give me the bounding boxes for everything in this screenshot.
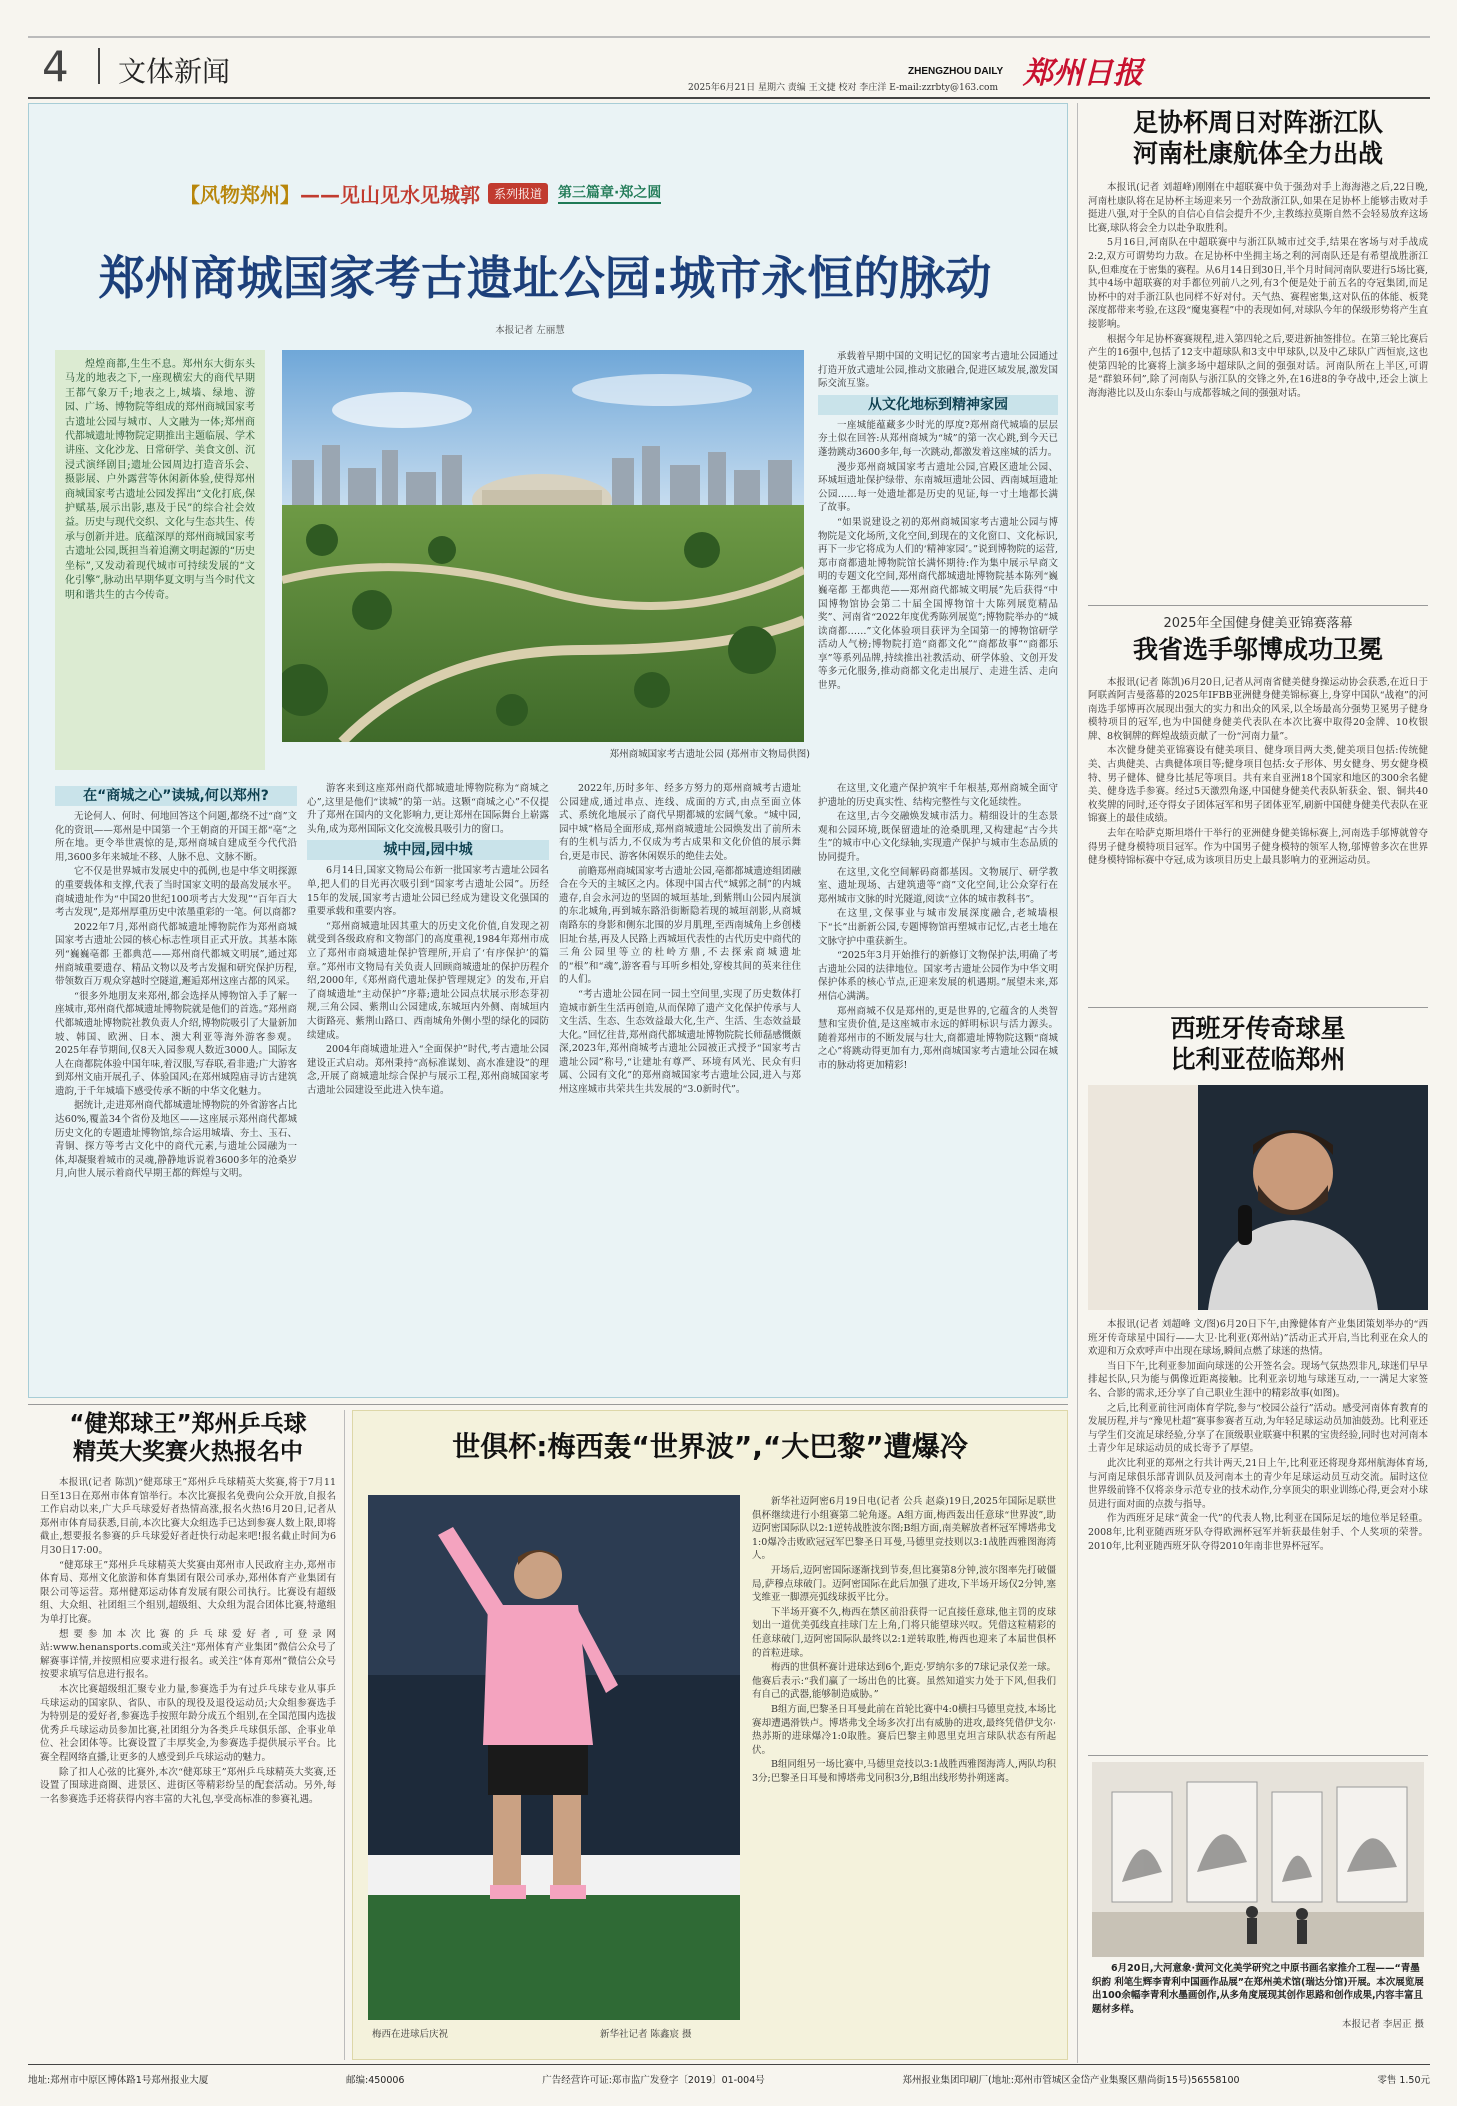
series-banner — [180, 176, 840, 210]
banner-column-name: 【风物郑州】 — [180, 182, 300, 207]
footer-printer: 郑州报业集团印刷厂(地址:郑州市管城区金岱产业集聚区鼎尚街15号)56558100 — [902, 2075, 1240, 2086]
section-1-paragraph: “很多外地朋友来郑州,都会选择从博物馆入手了解一座城市,郑州商代都城遗址博物院就是他们的首选。”郑州商代都城遗址博物院社教负责人介绍,博物院吸引了大量新加坡、韩国、欧洲、日本、澳大利亚等海外游客参观。2025年春节期间,仅8天入园参观人数近3000人。国际友人在商都院体验中国年味,着汉服,写春联,看非遗;广大游客到郑州文庙开展孔子、体验国风;在郑州城隍庙寻访古建筑遗韵,于千年城墙下感受传承不断的中华文化魅力。 — [55, 990, 297, 1097]
villa-paragraph: 此次比利亚的郑州之行共计两天,21日上午,比利亚还将现身郑州航海体育场,与河南足球俱乐部青训队员及河南本土的青少年足球运动员互动交流。届时这位世界级前锋不仅将亲身示范专业的技术动作,分享顶尖的职业训练心得,更会对小球员进行面对面的点拨与指导。 — [1088, 1457, 1428, 1510]
villa-paragraph: 作为西班牙足球“黄金一代”的代表人物,比利亚在国际足坛的地位举足轻重。2008年,比利亚随西班牙队夺得欧洲杯冠军并斩获最佳射手、个人奖项的荣誉。2010年,比利亚随西班牙队夺得2010年南非世界杯冠军。 — [1088, 1513, 1428, 1552]
section-2-paragraph: “郑州商城遗址因其重大的历史文化价值,自发现之初就受到各级政府和文物部门的高度重视,1984年郑州市成立了郑州市商城遗址保护管理所,开启了‘有序保护’的篇章。”郑州市文物局有关负责人回顾商城遗址的保护历程介绍,2000年,《郑州商代遗址保护管理规定》的发布,开启了商城遗址“主动保护”序幕;遗址公园点状展示形态芽初规,三角公园、紫荆山公园建成,东城垣内外侧、南城垣内大街路亮、紫荆山路口、西南城角外侧小型的绿化的园防续建成。 — [307, 920, 549, 1041]
lead-photo — [282, 350, 804, 742]
park-aerial-image — [282, 350, 804, 742]
section-2-paragraph: 6月14日,国家文物局公布新一批国家考古遗址公园名单,把人们的目光再次吸引到“国家考古遗址公园”。历经15年的发展,国家考古遗址公园已经成为建设文化强国的重要承载和重要内容。 — [307, 865, 549, 918]
pingpong-article — [40, 1410, 336, 2060]
lead-byline: 本报记者 左丽慧 — [495, 325, 565, 336]
football-headline-1: 足协杯周日对阵浙江队 — [1132, 108, 1383, 137]
section-3-paragraph: 漫步郑州商城国家考古遗址公园,宫殿区遗址公园、环城垣遗址保护绿带、东南城垣遗址公园、西南城垣遗址公园……每一处遗址都是历史的见证,每一寸土地都长满了故事。 — [818, 461, 1058, 514]
messi-paragraph: B组方面,巴黎圣日耳曼此前在首轮比赛中4:0横扫马德里竞技,本场比赛却遭遇滑铁卢。博塔弗戈全场多次打出有威胁的进攻,最终凭借伊戈尔·热苏斯的进球爆冷1:0取胜。赛后巴黎主帅恩里克坦言球队状态有所起伏。 — [752, 1703, 1056, 1756]
section-3-paragraph: “2025年3月开始推行的新修订文物保护法,明确了考古遗址公园的法律地位。国家考古遗址公园作为中华文明保护体系的核心节点,正迎来发展的机遇期。”展望未来,郑州信心满满。 — [818, 950, 1058, 1002]
section-3-paragraph: 在这里,文化遗产保护筑牢千年根基,郑州商城全面守护遗址的历史真实性、结构完整性与文化延续性。 — [818, 783, 1058, 808]
bodybuilding-paragraph: 本次健身健美亚锦赛设有健美项目、健身项目两大类,健美项目包括:传统健美、古典健美、古典健体项目等;健身项目包括:女子形体、男女健身、男女健身模特、男子健体、健身比基尼等项目。共有来自亚洲18个国家和地区的300余名健美、健身选手参赛。经过5天激烈角逐,中国健身健美代表队斩获金、银、铜共40枚奖牌的同时,还夺得女子团体冠军和男子团体亚军,刷新中国健身健美代表队在亚锦赛上的最佳成绩。 — [1088, 745, 1428, 825]
bodybuilding-kicker: 2025年全国健身健美亚锦赛落幕 — [1163, 616, 1353, 631]
football-paragraph: 根据今年足协杯赛赛规程,进入第四轮之后,要进新抽签排位。在第三轮比赛后产生的16强中,包括了12支中超球队和3支中甲球队,以及中乙球队广西恒宸,这也使第四轮的比赛将上演多场中超球队之间的强强对话。河南队所在上半区,可谓是“群狼环伺”,除了河南队与浙江队的交锋之外,在16进8的争夺战中,还会上演上海海港比以及山东泰山与成都蓉城之间的强强对话。 — [1088, 333, 1428, 399]
footer-price: 零售 1.50元 — [1377, 2075, 1430, 2086]
art-caption — [1092, 1962, 1424, 2058]
pingpong-paragraph: 本次比赛超级组汇聚专业力量,参赛选手为有过乒乓球专业从事乒乓球运动的国家队、省队、市队的现役及退役运动员;大众组参赛选手为特别是的爱好者,参赛选手按照年龄分成五个组别,在全国范围内选拔优秀乒乓球运动员参加比赛,社团组分为各类乒乓球俱乐部、企事业单位、社会团体等。比赛设置了丰厚奖金,为参赛选手提供展示平台。比赛全程网络直播,让更多的人感受到乒乓球运动的魅力。 — [40, 1684, 336, 1763]
section-2-paragraph: 2004年商城遗址进入“全面保护”时代,考古遗址公园建设正式启动。郑州秉持“高标准谋划、高水准建设”的理念,开展了商城遗址综合保护与展示工程,郑州商城国家考古遗址公园建设至此进入快车道。 — [307, 1044, 549, 1096]
villa-portrait-image — [1088, 1085, 1428, 1310]
section-1-paragraph: 游客来到这座郑州商代都城遗址博物院称为“商城之心”,这里是他们“读城”的第一站。这颗“商城之心”不仅提升了郑州在国内的文化影响力,更让郑州在国际舞台上崭露头角,成为郑州国际文化交流极具吸引力的窗口。 — [307, 783, 549, 835]
footer — [28, 2068, 1430, 2090]
bodybuilding-headline: 我省选手邬博成功卫冕 — [1132, 635, 1383, 664]
footer-ad-license: 广告经营许可证:郑市监广发登字〔2019〕01-004号 — [542, 2075, 765, 2086]
messi-headline: 世俱杯:梅西轰“世界波”,“大巴黎”遭爆冷 — [452, 1430, 968, 1463]
messi-paragraph: B组同组另一场比赛中,马德里竞技以3:1战胜西雅图海湾人,两队均积3分;巴黎圣日耳曼和博塔弗戈同积3分,B组出线形势扑朔迷离。 — [752, 1759, 1056, 1784]
section-3-paragraph: 在这里,文化空间解码商都基因。文物展厅、研学教室、遗址现场、古建筑遗等“商”文化空间,让公众穿行在郑州城市文脉的时光隧道,阅读“立体的城市教科书”。 — [818, 866, 1058, 905]
art-caption-text: 6月20日,大河意象·黄河文化美学研究之中原书画名家推介工程——“青墨织韵 利笔生辉李青利中国画作品展”在郑州美术馆(瑞达分馆)开展。本次展览展出100余幅李青利水墨画创作,从多角度展现其创作思路和创作成果,内容丰富且题材多样。 — [1092, 1963, 1424, 2015]
lead-photo-caption: 郑州商城国家考古遗址公园 (郑州市文物局供图) — [609, 749, 810, 760]
section-1-paragraph: 无论何人、何时、何地回答这个问题,都绕不过“商”文化的资讯——郑州是中国第一个王朝商的开国王都“亳”之所在地。更令举世震惊的是,郑州商城自建成至今代代沿用,3600多年来城址不移、人脉不息、文脉不断。 — [55, 811, 297, 863]
football-paragraph: 5月16日,河南队在中超联赛中与浙江队城市过交手,结果在客场与对手战成2:2,双方可谓势均力敌。在足协杯中坐拥主场之利的河南队还是有希望战胜浙江队,但难度在于密集的赛程。从6月14日到30日,半个月时间河南队要进行5场比赛,其中4场中超联赛的对手都位列前八之列,有3个便是处于前五名的夺冠集团,而足协杯中的对手浙江队也同样不好对付。天气热、赛程密集,这对队伍的体能、板凳深度都带来考验,在这段“魔鬼赛程”中的表现如何,对球队今年的保级形势将产生直接影响。 — [1088, 237, 1428, 330]
lead-col-1 — [55, 782, 297, 1392]
villa-article — [1088, 1014, 1428, 1754]
messi-paragraph: 梅西的世俱杯赛计进球达到6个,距克·罗纳尔多的7球记录仅差一球。他赛后表示:“我们赢了一场出色的比赛。虽然知道实力处于下风,但我们有自己的武器,能够制造威胁。” — [752, 1662, 1056, 1701]
lead-col-2 — [307, 782, 549, 1392]
villa-photo — [1088, 1085, 1428, 1310]
lead-intro — [55, 350, 265, 770]
section-2-heading: 城中园,园中城 — [307, 840, 549, 860]
section-2-paragraph: 2022年,历时多年、经多方努力的郑州商城考古遗址公园建成,通过串点、连线、成面的方式,由点至面立体式、系统化地展示了商代早期都城的宏阔气象。“城中园,园中城”格局全面形成,郑州商城遗址公园焕发出了前所未有的生机与活力,不仅成为考古成果和文化价值的展示舞台,更是市民、游客休闲娱乐的绝佳去处。 — [559, 783, 801, 862]
pingpong-paragraph: 本报讯(记者 陈凯)“健郑球王”郑州乒乓球精英大奖赛,将于7月11日至13日在郑州市体育馆举行。本次比赛报名免费向公众开放,自报名工作启动以来,广大乒乓球爱好者热情高涨,报名火热!6月20日,记者从郑州市体育局获悉,目前,本次比赛大众组选手已达到参赛人数上限,即将截止,想要报名参赛的乒乓球爱好者赶快行动起来吧!报名截止时间为6月30日17:00。 — [40, 1477, 336, 1557]
exhibition-image — [1092, 1762, 1424, 1957]
section-2-paragraph: 前瞻郑州商城国家考古遗址公园,亳都都城遗迹组团融合在今天的主城区之内。体现中国古代“城郭之制”的内城遗存,自会永河边的坚固的城垣基址,到紫荆山公园内展演的东北城角,再到城东路沿街断隐若现的城垣剖影,从商城南路东的身影和侧东北围的岁月肌理,至西南城角上乡创楼旧址台基,再及人民路上西城垣代表性的古代历史中商代的三角公园里等立的杜岭方鼎,不去探索商城遗址的“根”和“魂”,游客看与耳听乡相处,穿梭其间的英来往住的人们。 — [559, 865, 801, 986]
section-2-paragraph: “考古遗址公园在同一园土空间里,实现了历史数体打造城市新生生活再创造,从而保障了遗产文化保护传承与人文生活、生态、生态效益最大化,生产、生活、生态效益最大化。”回忆往昔,郑州商代都城遗址博物院院长师磊感慨颇深,2023年,郑州商城考古遗址公园被正式授予“国家考古遗址公园”称号,“让建址有尊严、环境有风光、民众有归属、公园有文化”的郑州商城国家考古遗址公园,进入与郑州这座城市共荣共生共发展的“3.0新时代”。 — [559, 988, 801, 1096]
lead-section-2-tail: 承载着早期中国的文明记忆的国家考古遗址公园通过打造开放式遗址公园,推动文旅融合,促进区域发展,激发国际交流互鉴。 — [818, 351, 1058, 390]
footer-address: 地址:郑州市中原区博体路1号郑州报业大厦 — [28, 2075, 209, 2086]
football-article — [1088, 108, 1428, 638]
section-3-paragraph: “如果说建设之初的郑州商城国家考古遗址公园与博物院是文化场所,文化空间,到现在的文化窗口、文化标识,再下一步它将成为人们的‘精神家园’。”说到博物院的运营,郑市商都遗址博物院馆长满怀期待:作为集中展示早商文明的专题文化空间,郑州商代都城遗址博物院基本陈列“巍巍亳都 王都典范——郑州商代都城文明展”先后获得“中国博物馆协会第二十届全国博物馆十大陈列展览精品奖”、河南省“2022年度优秀陈列展览”;博物院举办的“城读商都……”文化体验项目获评为全国第一的博物馆研学活动人气榜;博物院打造“商都文化”“商都故事”“商都乐享”等系列品牌,持续推出社教活动、研学体验、文创开发等多元化服务,推动商都文化走出展厅、走进生活、走向世界。 — [818, 516, 1058, 692]
section-1-paragraph: 据统计,走进郑州商代都城遗址博物院的外省游客占比达60%,覆盖34个省份及地区——这座展示郑州商代都城历史文化的专题遗址博物馆,综合运用城墙、夯土、玉石、青铜、探方等考古文化中的商代元素,与遗址公园融为一体,却凝聚着城市的灵魂,静静地诉说着3600多年的沧桑岁月,向世人展示着商代早期王都的辉煌与文明。 — [55, 1100, 297, 1180]
footer-postcode: 邮编:450006 — [346, 2075, 405, 2086]
banner-chapter: 第三篇章·郑之圆 — [558, 182, 661, 204]
pingpong-paragraph: “健郑球王”郑州乒乓球精英大奖赛由郑州市人民政府主办,郑州市体育局、郑州文化旅游和体育集团有限公司承办,郑州体育产业集团有限公司等运营。郑州健郑运动体育发展有限公司执行。比赛设有超级组、大众组、社团组三个组别,超级组、大众组为混合团体比赛,特邀组为单打比赛。 — [40, 1559, 336, 1626]
messi-text — [752, 1495, 1056, 2050]
lead-col-4 — [818, 782, 1058, 1392]
pingpong-headline-2: 精英大奖赛火热报名中 — [73, 1439, 303, 1466]
bodybuilding-paragraph: 本报讯(记者 陈凯)6月20日,记者从河南省健美健身操运动协会获悉,在近日于阿联酋阿吉曼落幕的2025年IFBB亚洲健身健美锦标赛上,身穿中国队“战袍”的河南选手邬博再次展现出强大的实力和出众的风采,以全场最高分强势卫冕男子健身模特项目的冠军,也为中国健身健美代表队在本次比赛中取得20金牌、10枚银牌、8枚铜牌的辉煌战绩贡献了一份“河南力量”。 — [1088, 676, 1428, 742]
pingpong-paragraph: 除了扣人心弦的比赛外,本次“健郑球王”郑州乒乓球精英大奖赛,还设置了围球进商圈、进景区、进街区等精彩纷呈的配套活动。另外,每一名参赛选手还将获得内容丰富的大礼包,享受高标准的参赛礼遇。 — [40, 1766, 336, 1805]
art-photo — [1092, 1762, 1424, 1957]
lead-headline: 郑州商城国家考古遗址公园:城市永恒的脉动 — [98, 251, 992, 305]
section-3-paragraph: 在这里,文保事业与城市发展深度融合,老城墙根下“长”出新新公园,专题博物馆再塑城市记忆,古老土地在文脉守护中重获新生。 — [818, 908, 1058, 947]
header-meta: 2025年6月21日 星期六 责编 王文捷 校对 李庄洋 E-mail:zzrbty@163.com — [688, 83, 998, 93]
messi-paragraph: 新华社迈阿密6月19日电(记者 公兵 赵焱)19日,2025年国际足联世俱杯继续进行小组赛第二轮角逐。A组方面,梅西轰出任意球“世界波”,助迈阿密国际队以2:1逆转战胜波尔图;B组方面,南美解放者杯冠军博塔弗戈1:0爆冷击败欧冠冠军巴黎圣日耳曼,马德里竞技则以3:1战胜西雅图海湾人。 — [752, 1496, 1056, 1562]
villa-paragraph: 本报讯(记者 刘超峰 文/图)6月20日下午,由豫健体育产业集团策划举办的“西班牙传奇球星中国行——大卫·比利亚(郑州站)”活动正式开启,当比利亚在众人的欢迎和万众欢呼声中出现在球场,瞬间点燃了球迷的热情。 — [1088, 1319, 1428, 1358]
messi-photo-caption: 梅西在进球后庆祝 — [372, 2029, 449, 2040]
bodybuilding-paragraph: 去年在哈萨克斯坦塔什干举行的亚洲健身健美锦标赛上,河南选手邬博就曾夺得男子健身模特项目冠军。作为中国男子健身模特的领军人物,邬博曾多次在世界健身模特锦标赛中夺冠,成为该项目历史上最具影响力的亚洲运动员。 — [1088, 828, 1428, 867]
messi-photo — [368, 1495, 740, 2020]
section-3-paragraph: 在这里,古今交融焕发城市活力。精细设计的生态景观和公园环境,既保留遗址的沧桑肌理,又构建起“古今共生”的城市中心文化绿轴,实现遗产保护与城市生态品质的协同提升。 — [818, 811, 1058, 863]
intro-text: 煌煌商都,生生不息。郑州东大街东头马龙的地表之下,一座现横宏大的商代早期王都气象万千;地表之上,城墙、绿地、游园、广场、博物院等组成的郑州商城国家考古遗址公园与城市、人文融为一体;郑州商代都城遗址博物院定期推出主题临展、学术讲座、文化沙龙、日常研学、美食文创、沉浸式演绎剧目;遗址公园周边打造音乐会、摄影展、户外露营等休闲新体验,使得郑州商城国家考古遗址公园发挥出“文化打底,保护赋基,展示出影,惠及于民”的综合社会效益。历史与现代交织、文化与生态共生、传承与创新并进。底蕴深厚的郑州商城国家考古遗址公园,既担当着追溯文明起源的“历史坐标”,又发动着现代城市可持续发展的“文化引擎”,脉动出早期华夏文明与当今时代文明和谐共生的古今传奇。 — [65, 359, 255, 601]
villa-paragraph: 当日下午,比利亚参加面向球迷的公开签名会。现场气氛热烈非凡,球迷们早早排起长队,只为能与偶像近距离接触。比利亚亲切地与球迷互动,一一满足大家签名、合影的需求,还分享了自己职业生涯中的精彩故事(如图)。 — [1088, 1360, 1428, 1399]
pingpong-paragraph: 想要参加本次比赛的乒乓球爱好者,可登录网站:www.henansports.com或关注“郑州体育产业集团”微信公众号了解赛事详情,并按照相应要求进行报名。或关注“体育郑州”微信公众号按要求填写信息进行报名。 — [40, 1628, 336, 1681]
football-headline-2: 河南杜康航体全力出战 — [1132, 138, 1383, 168]
section-1-paragraph: 它不仅是世界城市发展史中的孤例,也是中华文明探源的重要载体和支撑,代表了当时国家文明的最高发展水平。商城遗址作为“中国20世纪100项考古大发现”“百年百大考古发现”,是郑州厚重历史中浓墨重彩的一笔。何以商都? — [55, 866, 297, 919]
section-3-paragraph: 一座城能蕴藏多少时光的厚度?郑州商代城墙的层层夯土似在回答:从郑州商城为“城”的第一次心跳,到今天已蓬勃跳动3600多年,每一次跳动,都激发着这座城的活力。 — [818, 419, 1058, 458]
messi-photo-credit: 新华社记者 陈鑫宸 摄 — [600, 2029, 692, 2040]
section-1-paragraph: 2022年7月,郑州商代都城遗址博物院作为郑州商城国家考古遗址公园的核心标志性项目正式开放。其基本陈列“巍巍亳都 王都典范——郑州商代都城文明展”,通过郑州商城重要遗存、精品文物以及考古发掘和研究保护历程,带领数百万观众穿越时空隧道,邂逅郑州这座古都的风采。 — [55, 921, 297, 988]
lead-col-right-top — [818, 350, 1058, 770]
messi-paragraph: 下半场开赛不久,梅西在禁区前沿获得一记直接任意球,他主罚的皮球划出一道优美弧线直挂球门左上角,门将只能望球兴叹。凭借这粒精彩的任意球破门,迈阿密国际队最终以2:1逆转取胜,梅西也迎来了本届世俱杯的首粒进球。 — [752, 1606, 1056, 1659]
paper-logo: 郑州日报 — [1023, 56, 1143, 91]
villa-paragraph: 之后,比利亚前往河南体育学院,参与“校园公益行”活动。感受河南体育教育的发展历程,并与“豫见杜超”赛事参赛者互动,为年轻足球运动员加油鼓劲。比利亚还与学生们交流足球经验,分享了在顶级职业联赛中积累的宝贵经验,同时也对河南本土青少年足球运动员的成长寄予了厚望。 — [1088, 1402, 1428, 1455]
lead-col-3 — [559, 782, 801, 1392]
bodybuilding-article — [1088, 612, 1428, 1007]
page-number: 4 — [42, 42, 69, 91]
section-3-paragraph: 郑州商城不仅是郑州的,更是世界的,它蕴含的人类智慧和宝贵价值,是这座城市永远的鲜明标识与活力源头。随着郑州市的不断发展与壮大,商都遗址博物院这颗“商城之心”将跳动得更加有力,郑州商城国家考古遗址公园在城市的脉动将更加精彩! — [818, 1005, 1058, 1071]
header — [28, 38, 1430, 96]
section-title: 文体新闻 — [118, 55, 231, 88]
banner-tag: 系列报道 — [488, 183, 548, 204]
art-byline: 本报记者 李居正 摄 — [1341, 2019, 1424, 2030]
banner-subtitle: ——见山见水见城郭 — [300, 182, 480, 207]
messi-paragraph: 开场后,迈阿密国际逐渐找到节奏,但比赛第8分钟,波尔图率先打破僵局,萨穆点球破门。迈阿密国际在此后加强了进攻,下半场开场仅2分钟,塞戈维亚一脚漂亮弧线球扳平比分。 — [752, 1564, 1056, 1604]
section-1-heading: 在“商城之心”读城,何以郑州? — [55, 786, 297, 806]
section-3-heading: 从文化地标到精神家园 — [818, 395, 1058, 415]
villa-headline-2: 比利亚莅临郑州 — [1170, 1044, 1346, 1074]
football-paragraph: 本报讯(记者 刘超峰)刚刚在中超联赛中负于强劲对手上海海港之后,22日晚,河南杜康队将在足协杯主场迎来另一个劲敌浙江队,如果在足协杯上能够击败对手挺进八强,对于全队的自信心自信会提升不少,主教练拉莫斯自然不会轻易放弃这场比赛,球队将会全力以赴争取胜利。 — [1088, 182, 1428, 234]
messi-celebration-image — [368, 1495, 740, 2020]
pingpong-headline-1: “健郑球王”郑州乒乓球 — [69, 1411, 307, 1437]
villa-headline-1: 西班牙传奇球星 — [1170, 1014, 1346, 1043]
paper-english-name: ZHENGZHOU DAILY — [908, 66, 1004, 77]
